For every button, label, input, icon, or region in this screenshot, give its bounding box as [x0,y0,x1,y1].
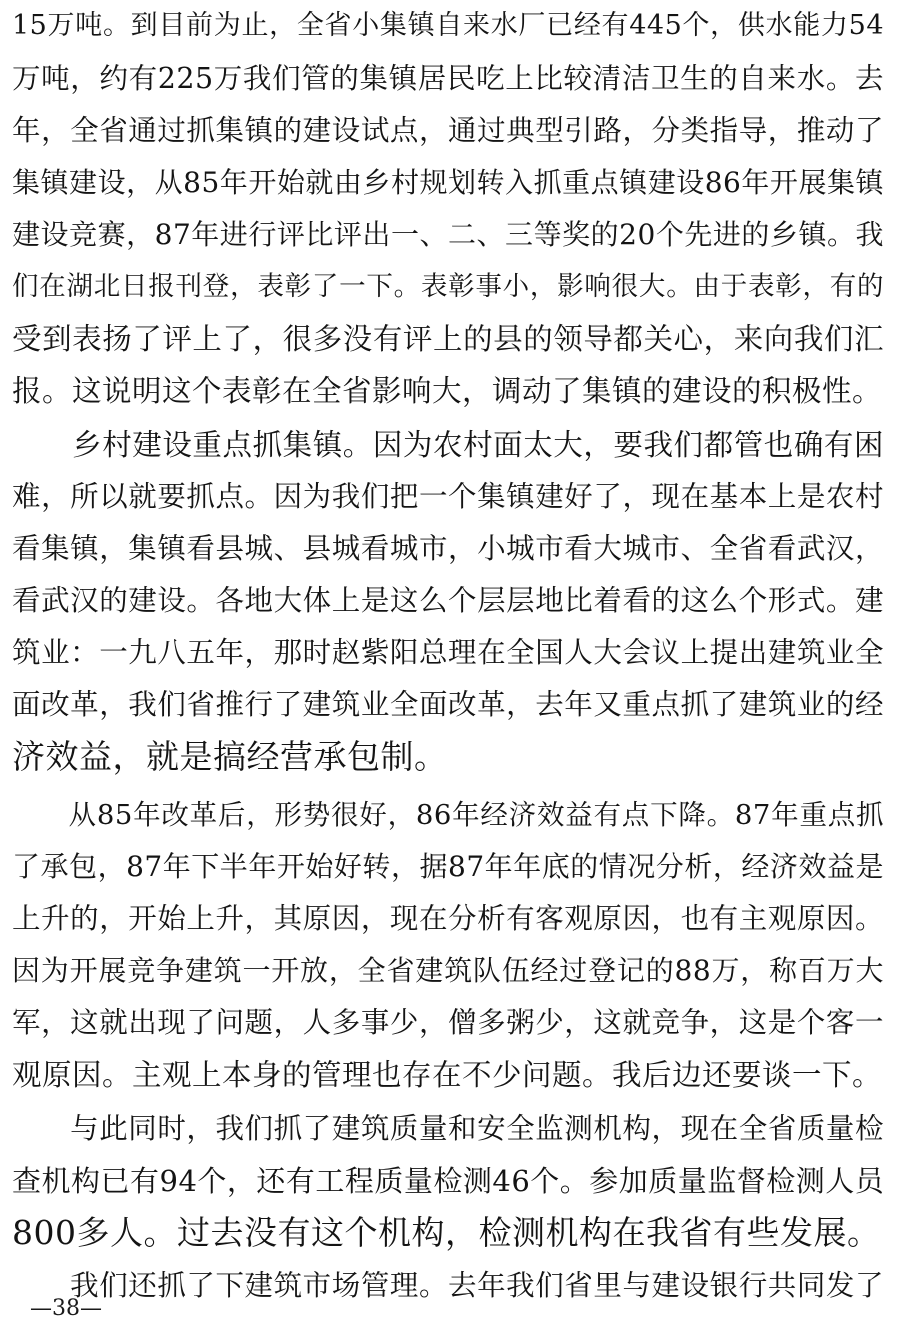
text-line: 济效益，就是搞经营承包制。 [12,737,448,776]
text-line: 受到表扬了评上了，很多没有评上的县的领导都关心，来向我们汇 [12,322,884,356]
text-line: 看集镇，集镇看县城、县城看城市，小城市看大城市、全省看武汉， [12,532,884,565]
text-line: 集镇建设，从85年开始就由乡村规划转入抓重点镇建设86年开展集镇 [12,166,884,199]
text-line: 查机构已有94个，还有工程质量检测46个。参加质量监督检测人员 [12,1164,885,1198]
text-line: 军，这就出现了问题，人多事少，僧多粥少，这就竞争，这是个客一 [12,1006,884,1039]
text-line: 与此同时，我们抓了建筑质量和安全监测机构，现在全省质量检 [12,1112,884,1145]
page-number: —38— [30,1296,102,1321]
text-line: 了承包，87年下半年开始好转，据87年年底的情况分析，经济效益是 [12,850,884,883]
text-line: 年，全省通过抓集镇的建设试点，通过典型引路，分类指导，推动了 [12,114,884,147]
text-line: 乡村建设重点抓集镇。因为农村面太大，要我们都管也确有困 [12,428,884,462]
text-line: 面改革，我们省推行了建筑业全面改革，去年又重点抓了建筑业的经 [12,688,884,721]
text-line: 上升的，开始上升，其原因，现在分析有客观原因，也有主观原因。 [12,902,884,935]
text-line: 15万吨。到目前为止，全省小集镇自来水厂已经有445个，供水能力54 [12,10,884,41]
text-line: 我们还抓了下建筑市场管理。去年我们省里与建设银行共同发了 [12,1269,884,1302]
text-line: 万吨，约有225万我们管的集镇居民吃上比较清洁卫生的自来水。去 [12,62,884,95]
text-line: 因为开展竞争建筑一开放，全省建筑队伍经过登记的88万，称百万大 [12,954,884,987]
text-line: 筑业：一九八五年，那时赵紫阳总理在全国人大会议上提出建筑业全 [12,636,884,669]
text-line: 建设竞赛，87年进行评比评出一、二、三等奖的20个先进的乡镇。我 [12,218,884,251]
text-line: 800多人。过去没有这个机构，检测机构在我省有些发展。 [12,1213,881,1252]
text-line: 们在湖北日报刊登，表彰了一下。表彰事小，影响很大。由于表彰，有的 [12,271,884,302]
text-line: 难，所以就要抓点。因为我们把一个集镇建好了，现在基本上是农村 [12,480,884,513]
text-line: 报。这说明这个表彰在全省影响大，调动了集镇的建设的积极性。 [12,374,883,408]
text-line: 观原因。主观上本身的管理也存在不少问题。我后边还要谈一下。 [12,1058,883,1092]
text-line: 看武汉的建设。各地大体上是这么个层层地比着看的这么个形式。建 [12,584,884,617]
text-line: 从85年改革后，形势很好，86年经济效益有点下降。87年重点抓 [12,799,884,831]
